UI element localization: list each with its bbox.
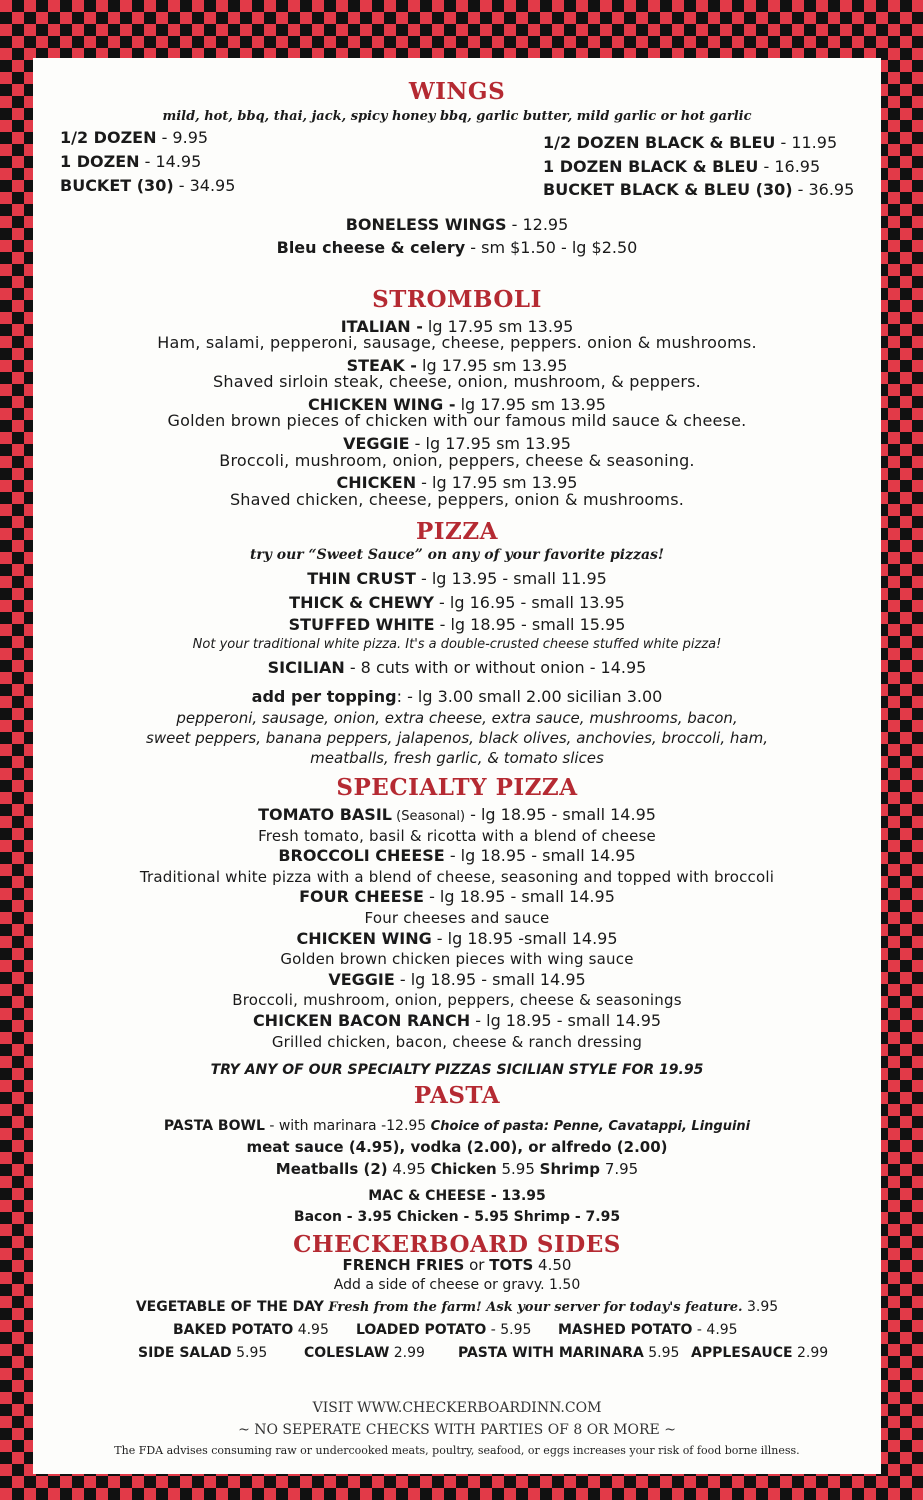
specialty-item: CHICKEN BACON RANCH - lg 18.95 - small 14.95 bbox=[252, 1011, 662, 1030]
stromboli-heading: STROMBOLI bbox=[372, 286, 542, 313]
pizza-toppings-line: sweet peppers, banana peppers, jalapenos, black olives, anchovies, broccoli, ham, bbox=[146, 729, 768, 747]
sides-fries-tots: FRENCH FRIES or TOTS 4.50 bbox=[342, 1256, 572, 1274]
stromboli-item: CHICKEN - lg 17.95 sm 13.95 bbox=[336, 473, 578, 492]
specialty-sicilian-note: TRY ANY OF OUR SPECIALTY PIZZAS SICILIAN STYLE FOR 19.95 bbox=[210, 1062, 704, 1078]
wings-half-dozen: 1/2 DOZEN - 9.95 bbox=[60, 128, 209, 147]
sides-coleslaw: COLESLAW 2.99 bbox=[304, 1345, 425, 1361]
pasta-adds: Meatballs (2) 4.95 Chicken 5.95 Shrimp 7.95 bbox=[275, 1160, 639, 1178]
stromboli-desc: Golden brown pieces of chicken with our famous mild sauce & cheese. bbox=[167, 411, 747, 430]
sides-vegetable: VEGETABLE OF THE DAY Fresh from the farm! Ask your server for today's feature. 3.95 bbox=[135, 1299, 779, 1315]
wings-flavors: mild, hot, bbq, thai, jack, spicy honey bbq, garlic butter, mild garlic or hot garlic bbox=[162, 109, 752, 124]
wings-bucket: BUCKET (30) - 34.95 bbox=[60, 176, 236, 195]
specialty-item: CHICKEN WING - lg 18.95 -small 14.95 bbox=[296, 929, 618, 948]
wings-bb-half-dozen: 1/2 DOZEN BLACK & BLEU - 11.95 bbox=[543, 133, 838, 152]
pizza-add-topping: add per topping: - lg 3.00 small 2.00 sicilian 3.00 bbox=[251, 687, 663, 706]
wings-bb-bucket: BUCKET BLACK & BLEU (30) - 36.95 bbox=[543, 180, 855, 199]
specialty-desc: Traditional white pizza with a blend of cheese, seasoning and topped with broccoli bbox=[139, 868, 775, 886]
wings-dozen: 1 DOZEN - 14.95 bbox=[60, 152, 202, 171]
sides-loaded-potato: LOADED POTATO - 5.95 bbox=[356, 1322, 532, 1338]
specialty-desc: Four cheeses and sauce bbox=[364, 909, 550, 927]
wings-heading: WINGS bbox=[408, 78, 506, 105]
stromboli-item: VEGGIE - lg 17.95 sm 13.95 bbox=[343, 434, 571, 453]
pasta-mac-adds: Bacon - 3.95 Chicken - 5.95 Shrimp - 7.95 bbox=[293, 1209, 621, 1225]
pasta-bowl: PASTA BOWL - with marinara -12.95 Choice of pasta: Penne, Cavatappi, Linguini bbox=[163, 1118, 751, 1134]
stromboli-item: CHICKEN WING - lg 17.95 sm 13.95 bbox=[308, 395, 606, 414]
pizza-thick-chewy: THICK & CHEWY - lg 16.95 - small 13.95 bbox=[289, 593, 625, 612]
stromboli-item: STEAK - lg 17.95 sm 13.95 bbox=[346, 356, 568, 375]
pizza-stuffed-white: STUFFED WHITE - lg 18.95 - small 15.95 bbox=[288, 615, 626, 634]
specialty-desc: Broccoli, mushroom, onion, peppers, cheese & seasonings bbox=[232, 991, 682, 1009]
footer-fda: The FDA advises consuming raw or undercooked meats, poultry, seafood, or eggs increases your risk of food borne illness. bbox=[114, 1444, 800, 1457]
pasta-heading: PASTA bbox=[413, 1082, 501, 1109]
sides-heading: CHECKERBOARD SIDES bbox=[293, 1231, 621, 1258]
sides-pasta-marinara: PASTA WITH MARINARA 5.95 bbox=[458, 1345, 680, 1361]
footer-visit: VISIT WWW.CHECKERBOARDINN.COM bbox=[312, 1400, 602, 1416]
pizza-sicilian: SICILIAN - 8 cuts with or without onion - 14.95 bbox=[267, 658, 647, 677]
footer-checks: ~ NO SEPERATE CHECKS WITH PARTIES OF 8 OR MORE ~ bbox=[238, 1422, 676, 1438]
stromboli-desc: Shaved sirloin steak, cheese, onion, mushroom, & peppers. bbox=[213, 372, 701, 391]
pizza-toppings-line: meatballs, fresh garlic, & tomato slices bbox=[310, 749, 604, 767]
stromboli-desc: Broccoli, mushroom, onion, peppers, cheese & seasoning. bbox=[219, 451, 695, 470]
pasta-sauces: meat sauce (4.95), vodka (2.00), or alfredo (2.00) bbox=[246, 1138, 668, 1156]
stromboli-desc: Ham, salami, pepperoni, sausage, cheese, peppers. onion & mushrooms. bbox=[157, 333, 757, 352]
sides-side-salad: SIDE SALAD 5.95 bbox=[138, 1345, 268, 1361]
sides-mashed-potato: MASHED POTATO - 4.95 bbox=[558, 1322, 738, 1338]
specialty-desc: Golden brown chicken pieces with wing sauce bbox=[280, 950, 634, 968]
specialty-item: TOMATO BASIL (Seasonal) - lg 18.95 - small 14.95 bbox=[258, 805, 656, 824]
sides-baked-potato: BAKED POTATO 4.95 bbox=[173, 1322, 329, 1338]
specialty-desc: Fresh tomato, basil & ricotta with a blend of cheese bbox=[258, 827, 656, 845]
sides-applesauce: APPLESAUCE 2.99 bbox=[691, 1345, 829, 1361]
specialty-heading: SPECIALTY PIZZA bbox=[336, 774, 578, 801]
specialty-item: BROCCOLI CHEESE - lg 18.95 - small 14.95 bbox=[278, 846, 636, 865]
pizza-thin-crust: THIN CRUST - lg 13.95 - small 11.95 bbox=[307, 569, 607, 588]
sides-fries-note: Add a side of cheese or gravy. 1.50 bbox=[333, 1277, 581, 1293]
pizza-stuffed-note: Not your traditional white pizza. It's a double-crusted cheese stuffed white pizza! bbox=[192, 637, 722, 652]
stromboli-item: ITALIAN - lg 17.95 sm 13.95 bbox=[340, 317, 574, 336]
boneless-wings: BONELESS WINGS - 12.95 bbox=[345, 215, 569, 234]
specialty-item: VEGGIE - lg 18.95 - small 14.95 bbox=[328, 970, 586, 989]
wings-bb-dozen: 1 DOZEN BLACK & BLEU - 16.95 bbox=[543, 157, 821, 176]
specialty-item: FOUR CHEESE - lg 18.95 - small 14.95 bbox=[299, 887, 615, 906]
pasta-mac-cheese: MAC & CHEESE - 13.95 bbox=[368, 1188, 546, 1204]
bleu-cheese-celery: Bleu cheese & celery - sm $1.50 - lg $2.50 bbox=[276, 238, 638, 257]
menu-sheet bbox=[33, 58, 881, 1474]
specialty-desc: Grilled chicken, bacon, cheese & ranch dressing bbox=[271, 1033, 643, 1051]
pizza-toppings-line: pepperoni, sausage, onion, extra cheese, extra sauce, mushrooms, bacon, bbox=[176, 709, 738, 727]
pizza-tagline: try our “Sweet Sauce” on any of your favorite pizzas! bbox=[249, 547, 665, 563]
pizza-heading: PIZZA bbox=[416, 518, 498, 545]
stromboli-desc: Shaved chicken, cheese, peppers, onion & mushrooms. bbox=[229, 490, 685, 509]
